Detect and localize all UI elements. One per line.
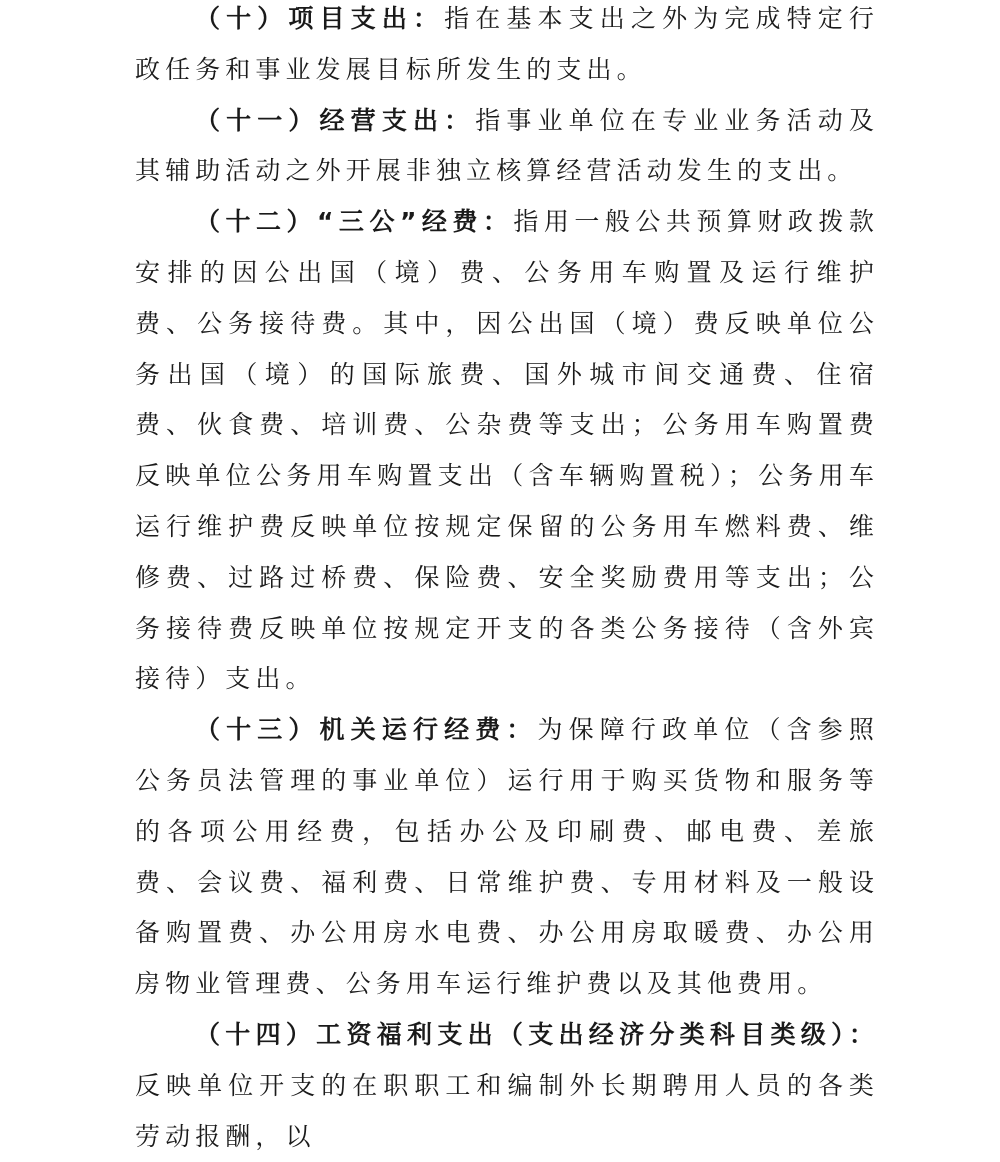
definition-operating-expenditure: 指事业单位在专业业务活动及其辅助活动之外开展非独立核算经营活动发生的支出。	[135, 105, 879, 186]
definition-project-expenditure: 指在基本支出之外为完成特定行政任务和事业发展目标所发生的支出。	[135, 4, 879, 84]
paragraph-three-public-expenses	[135, 197, 879, 705]
document-page	[135, 0, 879, 1162]
term-operating-expenditure: （十一）经营支出：	[195, 105, 476, 135]
term-three-public-expenses: （十二）“三公”经费：	[195, 207, 514, 237]
definition-three-public-expenses: 指用一般公共预算财政拨款安排的因公出国（境）费、公务用车购置及运行维护费、公务接待费。其中，因公出国（境）费反映单位公务出国（境）的国际旅费、国外城市间交通费、住宿费、伙食费、培训费、公杂费等支出；公务用车购置费反映单位公务用车购置支出（含车辆购置税）；公务用车运行维护费反映单位按规定保留的公务用车燃料费、维修费、过路过桥费、保险费、安全奖励费用等支出；公务接待费反映单位按规定开支的各类公务接待（含外宾接待）支出。	[135, 207, 880, 694]
term-project-expenditure: （十）项目支出：	[195, 4, 445, 33]
term-agency-operating-funds: （十三）机关运行经费：	[195, 715, 538, 745]
term-salary-welfare-expenditure: （十四）工资福利支出（支出经济分类科目类级）：	[195, 1019, 879, 1049]
paragraph-project-expenditure	[135, 0, 879, 96]
paragraph-agency-operating-funds	[135, 705, 879, 1010]
definition-agency-operating-funds: 为保障行政单位（含参照公务员法管理的事业单位）运行用于购买货物和服务等的各项公用经费，包括办公及印刷费、邮电费、差旅费、会议费、福利费、日常维护费、专用材料及一般设备购置费、办公用房水电费、办公用房取暖费、办公用房物业管理费、公务用车运行维护费以及其他费用。	[135, 715, 879, 999]
paragraph-salary-welfare-expenditure	[135, 1010, 879, 1162]
paragraph-operating-expenditure	[135, 96, 879, 198]
definition-salary-welfare-expenditure: 反映单位开支的在职职工和编制外长期聘用人员的各类劳动报酬，以	[135, 1070, 879, 1151]
